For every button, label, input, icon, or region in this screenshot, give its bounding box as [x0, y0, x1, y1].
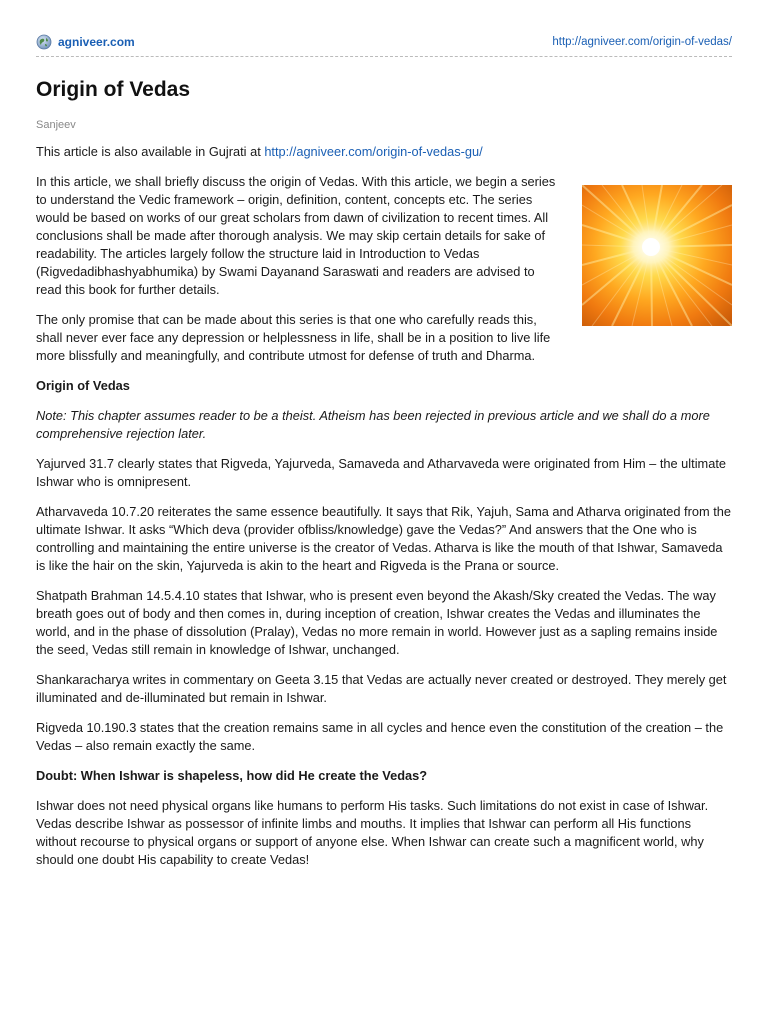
gujarati-prefix-text: This article is also available in Gujrati at — [36, 144, 265, 159]
paragraph-note: Note: This chapter assumes reader to be a theist. Atheism has been rejected in previous article and we shall do a more comprehensive rejection later. — [36, 408, 710, 441]
paragraph-ishwar: Ishwar does not need physical organs like humans to perform His tasks. Such limitations do not exist in case of Ishwar. Vedas describe Ishwar as possessor of infinite limbs and mouths. It implies that Ishwar can perform all His functions without recourse to physical organs or support of anyone else. When Ishwar can create such a magnificent world, why should one doubt His capability to create Vedas! — [36, 798, 709, 867]
site-name-link[interactable]: agniveer.com — [58, 35, 135, 49]
article-body — [36, 143, 732, 881]
paragraph-shatpath: Shatpath Brahman 14.5.4.10 states that Ishwar, who is present even beyond the Akash/Sky created the Vedas. The way breath goes out of body and then comes in, during inception of creation, Ishwar creates the Vedas and illuminates the world, and in the phase of dissolution (Pralay), Vedas no more remain in world. However just as a sapling remains inside the seed, Vedas still remain in knowledge of Ishwar, unchanged. — [36, 588, 718, 657]
paragraph-intro: In this article, we shall briefly discuss the origin of Vedas. With this article, we begin a series to understand the Vedic framework – origin, definition, content, concepts etc. The series would be based on works of our great scholars from dawn of civilization to recent times. All conclusions shall be made after thorough analysis. We may skip certain details for sake of readability. The articles largely follow the structure laid in Introduction to Vedas (Rigvedadibhashyabhumika) by Swami Dayanand Saraswati and readers are advised to read this book for further details. — [36, 174, 556, 297]
section-heading-origin: Origin of Vedas — [36, 378, 130, 393]
site-brand[interactable] — [36, 34, 135, 50]
header-divider — [36, 56, 732, 57]
paragraph-rigveda: Rigveda 10.190.3 states that the creation remains same in all cycles and hence even the constitution of the creation – the Vedas – also remain exactly the same. — [36, 720, 724, 753]
page-url-link[interactable]: http://agniveer.com/origin-of-vedas/ — [552, 36, 732, 48]
gujarati-link[interactable]: http://agniveer.com/origin-of-vedas-gu/ — [264, 144, 483, 159]
globe-icon — [36, 34, 52, 50]
paragraph-atharvaveda: Atharvaveda 10.7.20 reiterates the same essence beautifully. It says that Rik, Yajuh, Sama and Atharva originated from the ultimate Ishwar. It asks “Which deva (provider ofbliss/knowledge) gave the Vedas?” And answers that the One who is controlling and maintaining the entire universe is the creator of Vedas. Atharva is like the mouth of that Ishwar, Samaveda is like the hair on the skin, Yajurveda is akin to the heart and Rigveda is the Prana or source. — [36, 504, 731, 573]
gujarati-availability — [36, 143, 732, 161]
paragraph-promise: The only promise that can be made about this series is that one who carefully reads this, shall never ever face any depression or helplessness in life, shall be in a position to live life more blissfully and meaningfully, and contribute utmost for defense of truth and Dharma. — [36, 312, 551, 363]
page-header — [36, 32, 732, 52]
section-heading-doubt: Doubt: When Ishwar is shapeless, how did He create the Vedas? — [36, 768, 428, 783]
paragraph-shankaracharya: Shankaracharya writes in commentary on Geeta 3.15 that Vedas are actually never created or destroyed. They merely get illuminated and de-illuminated but remain in Ishwar. — [36, 672, 727, 705]
author-name: Sanjeev — [36, 119, 76, 131]
paragraph-yajurved: Yajurved 31.7 clearly states that Rigveda, Yajurveda, Samaveda and Atharvaveda were originated from Him – the ultimate Ishwar who is omnipresent. — [36, 456, 726, 489]
page-title: Origin of Vedas — [36, 78, 191, 101]
sunburst-image — [582, 185, 732, 326]
